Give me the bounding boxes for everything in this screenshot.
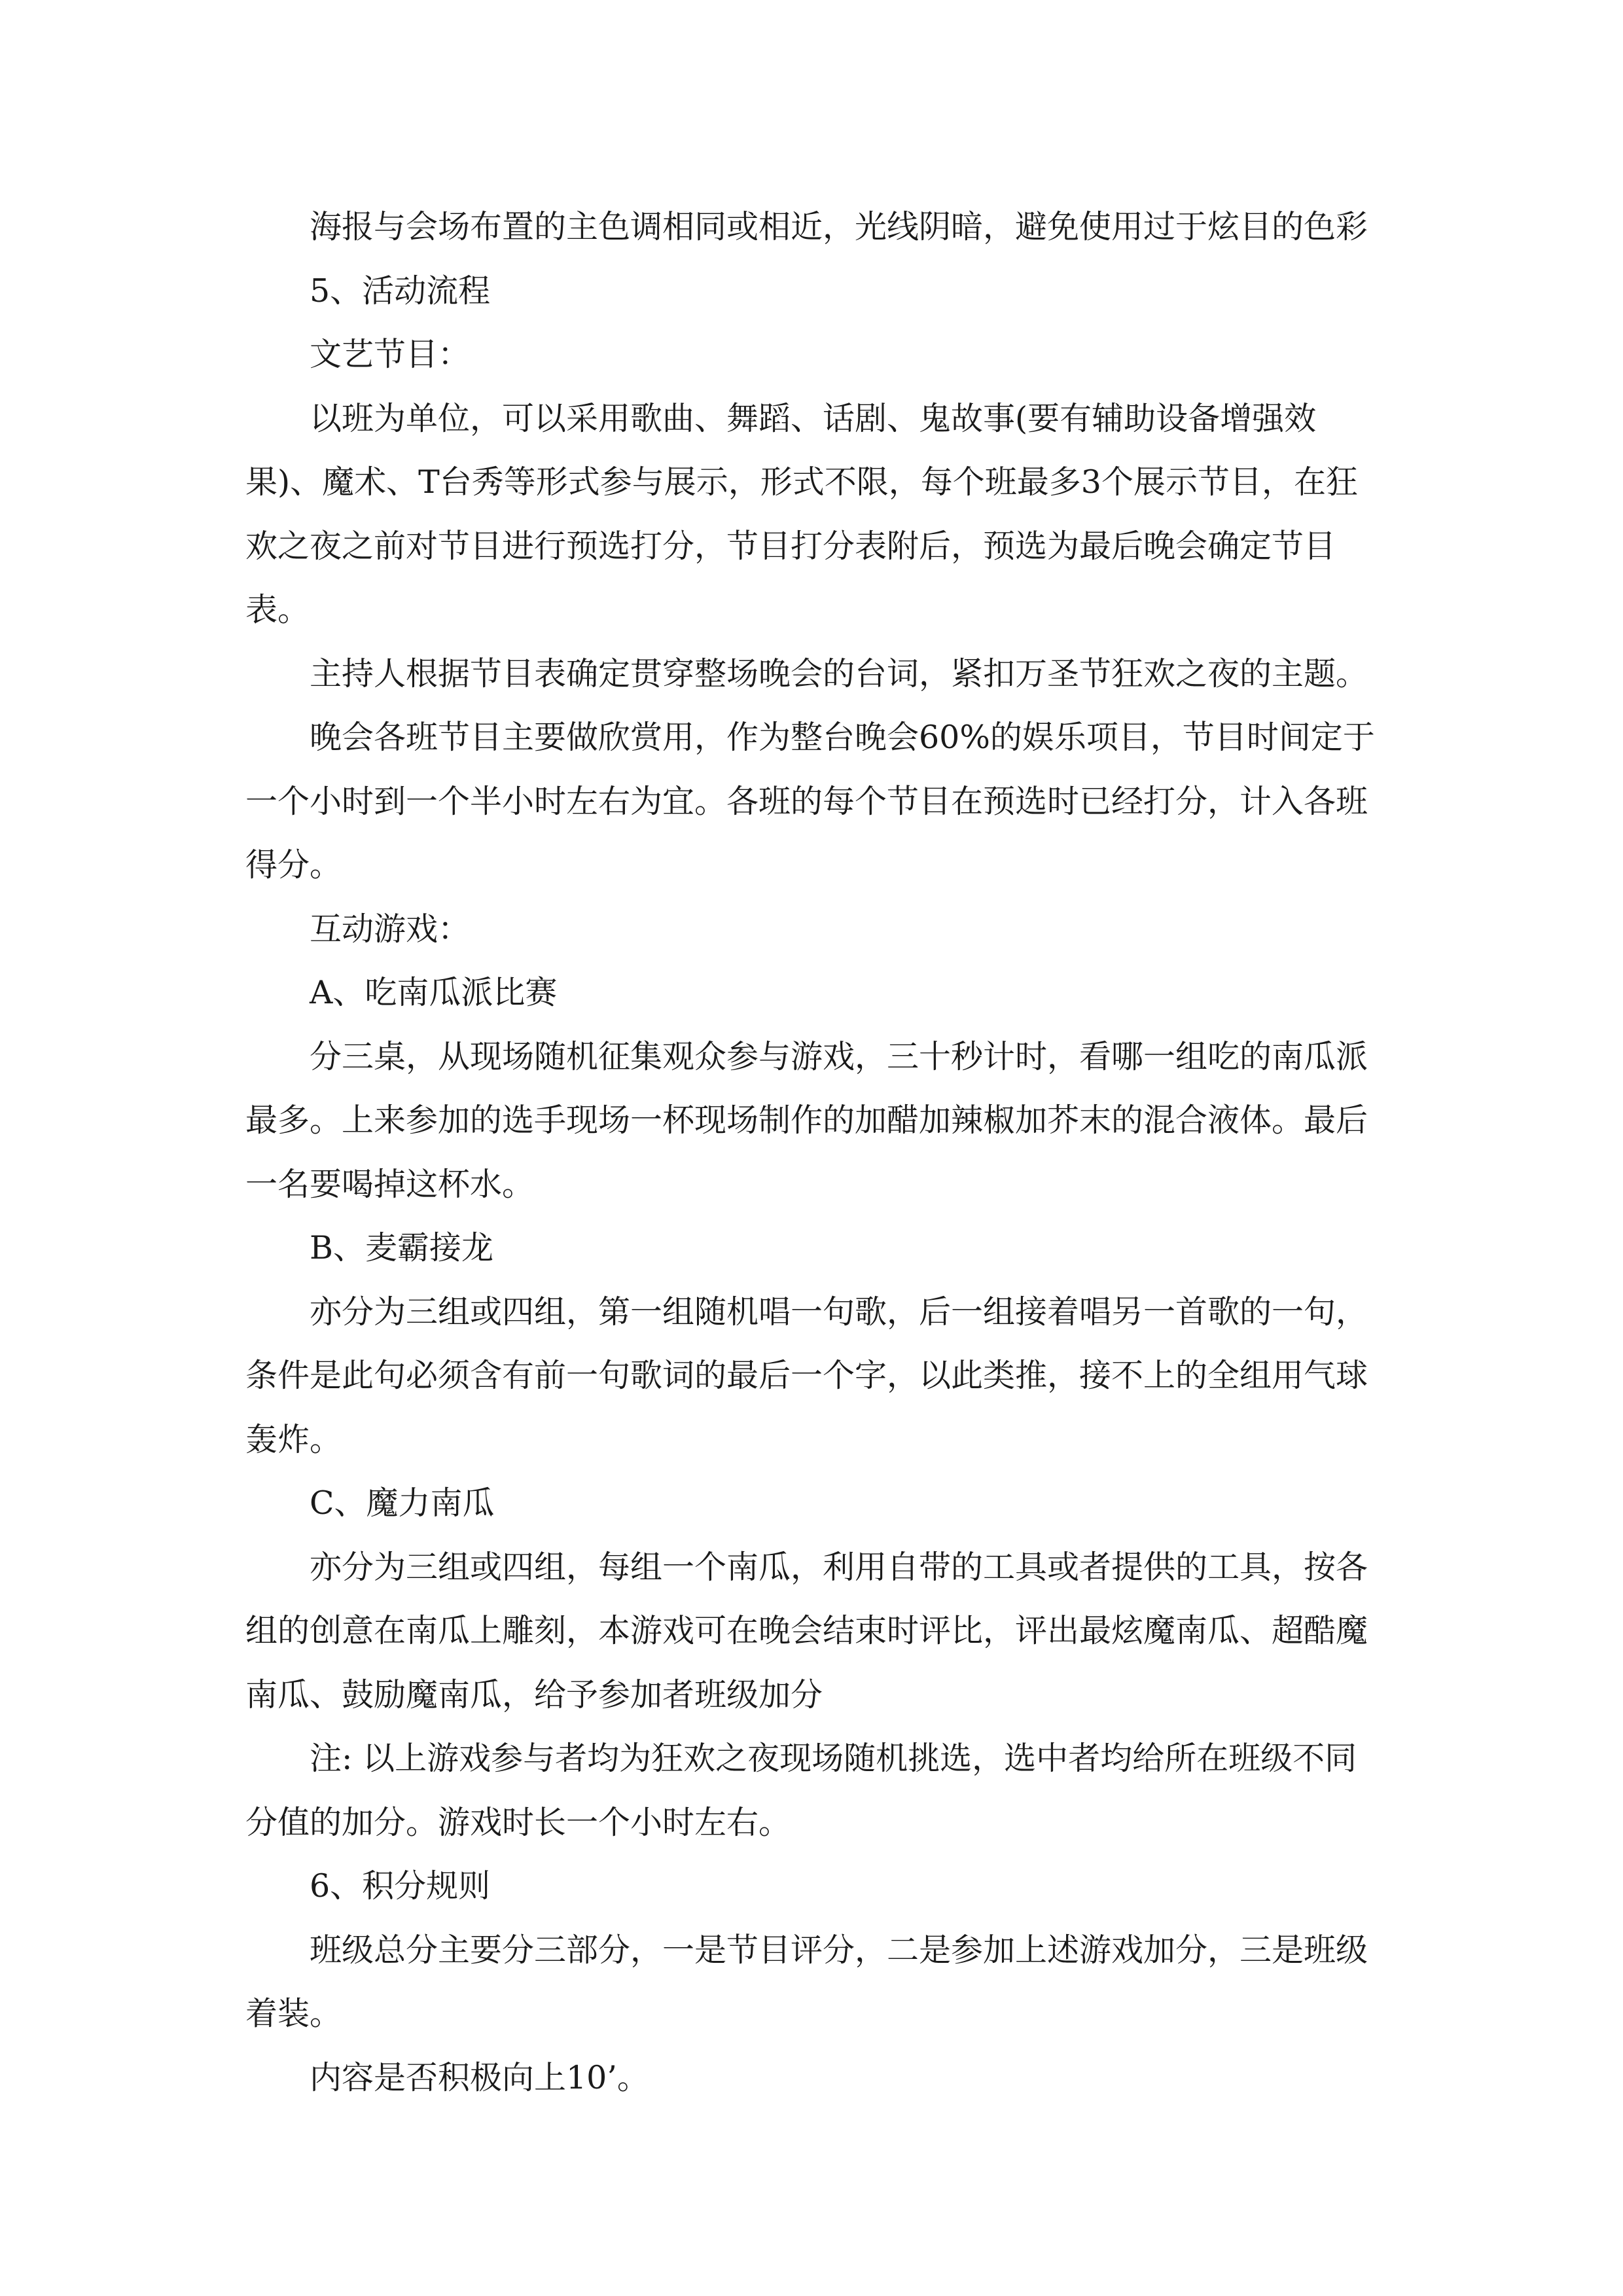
paragraph-game-note: 注: 以上游戏参与者均为狂欢之夜现场随机挑选，选中者均给所在班级不同分值的加分。游戏时长一个小时左右。 xyxy=(245,1740,1357,1841)
document-body xyxy=(245,195,1384,2109)
paragraph-scoring-parts: 班级总分主要分三部分，一是节目评分，二是参加上述游戏加分，三是班级着装。 xyxy=(245,1931,1368,2032)
subheading-performances: 文艺节目： xyxy=(310,336,471,373)
game-c-title: C、魔力南瓜 xyxy=(310,1484,495,1522)
game-b-description: 亦分为三组或四组，第一组随机唱一句歌，后一组接着唱另一首歌的一句，条件是此句必须含有前一句歌词的最后一个字，以此类推，接不上的全组用气球轰炸。 xyxy=(245,1293,1368,1458)
paragraph-content-score: 内容是否积极向上10’。 xyxy=(310,2058,649,2096)
paragraph-performance-format: 以班为单位，可以采用歌曲、舞蹈、话剧、鬼故事(要有辅助设备增强效果)、魔术、T台秀等形式参与展示，形式不限，每个班最多3个展示节目，在狂欢之夜之前对节目进行预选打分，节目打分表附后，预选为最后晚会确定节目表。 xyxy=(245,399,1358,628)
game-a-title: A、吃南瓜派比赛 xyxy=(310,974,558,1011)
subheading-interactive-games: 互动游戏： xyxy=(310,910,471,948)
paragraph-host-script: 主持人根据节目表确定贯穿整场晚会的台词，紧扣万圣节狂欢之夜的主题。 xyxy=(310,655,1368,692)
game-a-description: 分三桌，从现场随机征集观众参与游戏，三十秒计时，看哪一组吃的南瓜派最多。上来参加的选手现场一杯现场制作的加醋加辣椒加芥末的混合液体。最后一名要喝掉这杯水。 xyxy=(245,1037,1368,1203)
section-heading-activity-flow: 5、活动流程 xyxy=(310,272,491,310)
section-heading-scoring-rules: 6、积分规则 xyxy=(310,1867,491,1905)
paragraph-decoration-note: 海报与会场布置的主色调相同或相近，光线阴暗，避免使用过于炫目的色彩 xyxy=(310,208,1368,245)
paragraph-performance-timing: 晚会各班节目主要做欣赏用，作为整台晚会60%的娱乐项目，节目时间定于一个小时到一个半小时左右为宜。各班的每个节目在预选时已经打分，计入各班得分。 xyxy=(245,719,1375,884)
game-c-description: 亦分为三组或四组，每组一个南瓜，利用自带的工具或者提供的工具，按各组的创意在南瓜上雕刻，本游戏可在晚会结束时评比，评出最炫魔南瓜、超酷魔南瓜、鼓励魔南瓜，给予参加者班级加分 xyxy=(245,1548,1368,1713)
game-b-title: B、麦霸接龙 xyxy=(310,1229,494,1266)
